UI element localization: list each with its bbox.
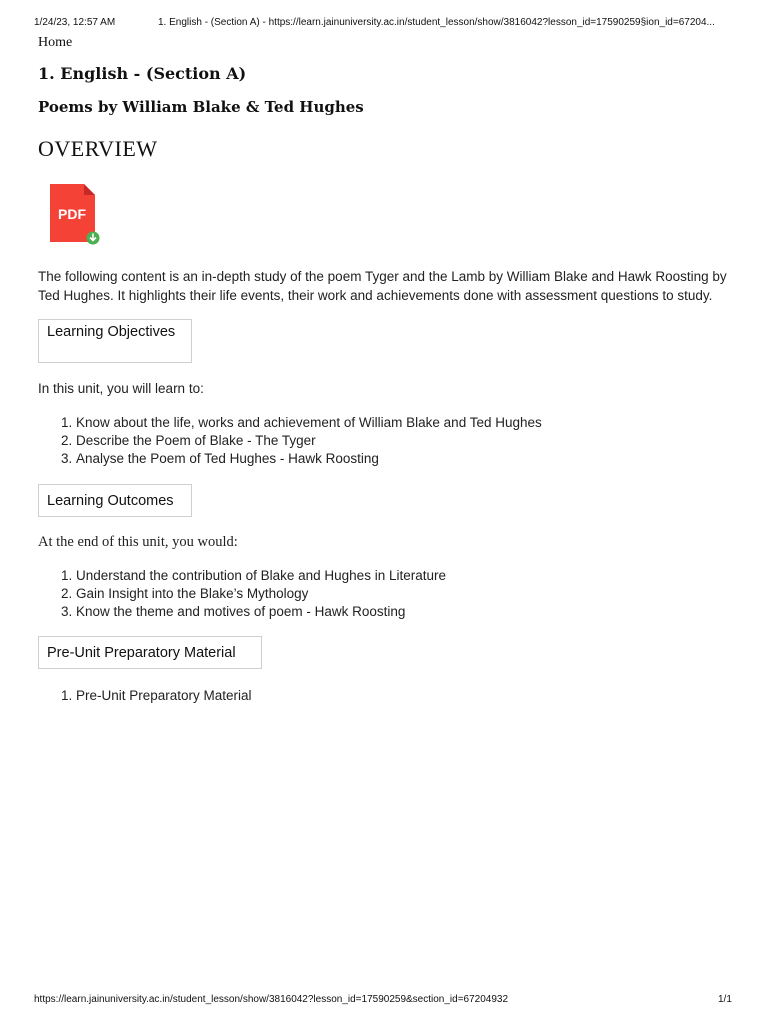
list-item: 2. Describe the Poem of Blake - The Tyger bbox=[76, 432, 542, 450]
pre-unit-box bbox=[38, 636, 262, 669]
learning-objectives-title: Learning Objectives bbox=[47, 324, 176, 340]
breadcrumb-home[interactable]: Home bbox=[38, 35, 73, 50]
learning-outcomes-title: Learning Outcomes bbox=[47, 493, 174, 509]
objectives-list bbox=[38, 414, 542, 468]
list-item: 3. Know the theme and motives of poem - Hawk Roosting bbox=[76, 603, 446, 621]
print-header-datetime: 1/24/23, 12:57 AM bbox=[34, 17, 116, 28]
objectives-lead: In this unit, you will learn to: bbox=[38, 381, 204, 396]
pre-unit-list bbox=[38, 687, 252, 705]
pre-unit-title: Pre-Unit Preparatory Material bbox=[47, 645, 236, 661]
intro-paragraph: The following content is an in-depth study of the poem Tyger and the Lamb by William Blake and Hawk Roosting by Ted Hughes. It highlights their life events, their work and achievements done with assessment questions to study. bbox=[38, 269, 727, 303]
list-item: 2. Gain Insight into the Blake’s Mythology bbox=[76, 585, 446, 603]
print-footer-page: 1/1 bbox=[718, 994, 732, 1005]
list-item: 1. Know about the life, works and achievement of William Blake and Ted Hughes bbox=[76, 414, 542, 432]
pdf-download-icon[interactable] bbox=[44, 182, 104, 248]
list-item: 1. Understand the contribution of Blake and Hughes in Literature bbox=[76, 567, 446, 585]
learning-objectives-box bbox=[38, 319, 192, 363]
learning-outcomes-box bbox=[38, 484, 192, 517]
pre-unit-link[interactable]: 1. Pre-Unit Preparatory Material bbox=[76, 687, 252, 705]
overview-heading: OVERVIEW bbox=[38, 136, 158, 161]
print-footer-url: https://learn.jainuniversity.ac.in/student_lesson/show/3816042?lesson_id=17590259&section_id=67204932 bbox=[34, 994, 509, 1005]
pdf-label: PDF bbox=[58, 206, 86, 222]
course-title: 1. English - (Section A) bbox=[38, 64, 247, 83]
lesson-title: Poems by William Blake & Ted Hughes bbox=[38, 98, 364, 116]
list-item: 3. Analyse the Poem of Ted Hughes - Hawk Roosting bbox=[76, 450, 542, 468]
outcomes-lead: At the end of this unit, you would: bbox=[38, 534, 238, 550]
print-header-title: 1. English - (Section A) - https://learn.jainuniversity.ac.in/student_lesson/show/3816042?lesson_id=17590259§ion_id=67204... bbox=[158, 17, 715, 28]
outcomes-list bbox=[38, 567, 446, 621]
